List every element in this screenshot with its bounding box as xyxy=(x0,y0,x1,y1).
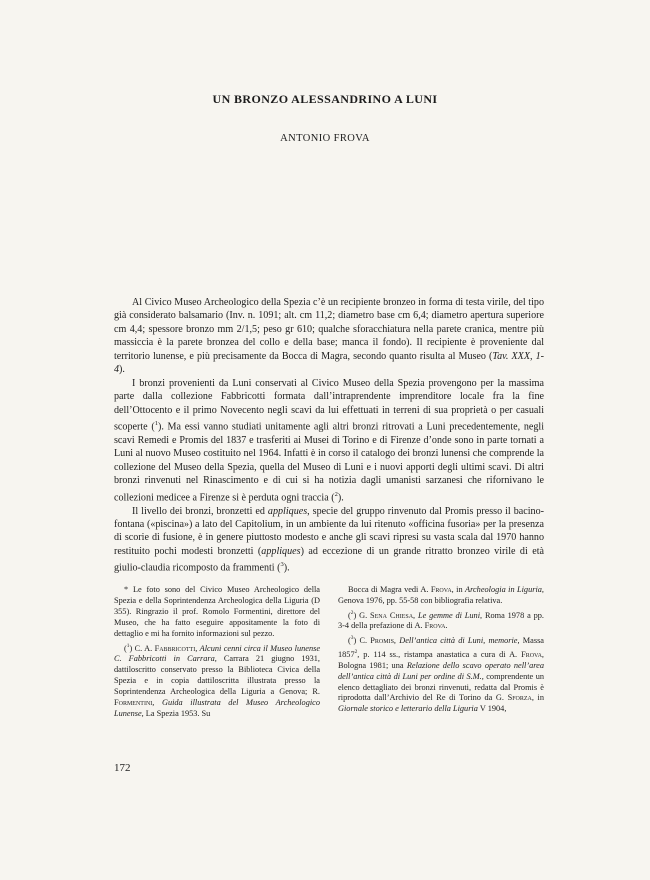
italic-text: Relazione dello scavo operato nell’area dell’antica città di Luni per ordine di S.M. xyxy=(338,660,544,681)
footnote: ($^1$) C. A. Fabbricotti, Alcuni cenni circa il Museo lunense C. Fabbricotti in Carrara, Carrara 21 giugno 1931, dattiloscritto conservato presso la Biblioteca Civica della Spezia e in copia dattiloscritta illustrata presso la Soprintendenza Archeologica della Liguria a Genova; R. Formentini, Guida illustrata del Museo Archeologico Lunense, La Spezia 1953. Su xyxy=(114,642,321,718)
author-name: Frova xyxy=(430,585,452,594)
author-name: Sforza xyxy=(507,693,532,703)
italic-text: Tav. XXX, 1-4 xyxy=(114,350,545,376)
author-name: Frova xyxy=(424,621,446,631)
article-title: UN BRONZO ALESSANDRINO A LUNI xyxy=(212,92,438,106)
italic-text: appliques xyxy=(261,545,301,557)
note-reference: 1 xyxy=(154,420,158,428)
italic-text: Archeologia in Liguria xyxy=(465,585,542,594)
author-name: Promis xyxy=(370,636,394,646)
author-name: Formentini xyxy=(114,697,153,707)
italic-text: Giornale storico e letterario della Liguria xyxy=(338,704,478,714)
body-paragraph: Al Civico Museo Archeologico della Spezia c’è un recipiente bronzeo in forma di testa virile, del tipo già considerato balsamario (Inv. n. 1091; alt. cm 11,2; diametro base cm 6,4; diametro apertura superiore cm 4,4; spessore bronzo mm 2/1,5; peso gr 610; qualche sforacchiatura nella parete cranica, mentre più massiccia è la parete bronzea del collo e della base; manca il fondo). Il recipiente è proveniente dal territorio lunense, e più precisamente da Bocca di Magra, secondo quanto risulta al Museo (Tav. XXX, 1-4). xyxy=(114,297,545,376)
footnote: * Le foto sono del Civico Museo Archeologico della Spezia e della Soprintendenza Archeologica della Liguria (D 355). Ringrazio il prof. Romolo Formentini, direttore del Museo, che ha fatto eseguire appositamente la foto di dettaglio e mi ha fornito informazioni sul pezzo. xyxy=(114,585,320,638)
footnote: Bocca di Magra vedi A. Frova, in Archeologia in Liguria, Genova 1976, pp. 55-58 con bibliografia relativa. xyxy=(338,585,544,605)
article-body xyxy=(114,296,544,575)
body-paragraph: Il livello dei bronzi, bronzetti ed appliques, specie del gruppo rinvenuto dal Promis presso il bacino-fontana («piscina») a lato del Capitolium, in un ambiente da lui ritenuto «officina fusoria» per la presenza di scorie di fusione, è in genere piuttosto modesto e anche gli scavi ripresi su vasta scala dal 1970 hanno restituito pochi modesti bronzetti (appliques) ad eccezione di un grande ritratto bronzeo virile di età giulio-claudia ricomposto da frammenti ($^3$). xyxy=(114,505,544,574)
italic-text: Dell’antica città di Luni, memorie xyxy=(399,636,518,646)
note-reference: 2 xyxy=(334,490,338,498)
note-reference: 3 xyxy=(280,561,284,569)
footnote: ($^3$) C. Promis, Dell’antica città di Luni, memorie, Massa 1857$^2$, p. 114 ss., ristampa anastatica a cura di A. Frova, Bologna 1981; una Relazione dello scavo operato nell’area dell’antica città di Luni per ordine di S.M., comprendente un elenco dettagliato dei bronzi rinvenuti, redatta dal Promis è riprodotta dall’Archivio del Re di Torino da G. Sforza, in Giornale storico e letterario della Liguria V 1904, xyxy=(338,635,544,714)
body-paragraph: I bronzi provenienti da Luni conservati al Civico Museo della Spezia provengono per la massima parte dalla collezione Fabbricotti formata dall’intraprendente imprenditore locale fra la fine dell’Ottocento e il primo Novecento negli scavi da lui effettuati in terreni di sua proprietà o per casuali scoperte ($^1$). Ma essi vanno studiati unitamente agli altri bronzi ritrovati a Luni precedentemente, negli scavi Remedi e Promis del 1837 e trasferiti ai Musei di Torino e di Firenze d’onde sono in parte tornati a Luni al nuovo Museo costituito nel 1964. Infatti è in corso il catalogo dei bronzi lunensi che comprende la collezione del Museo della Spezia, quella del Museo di Luni e i nuovi apporti degli ultimi scavi. Di altri bronzi rinvenuti nel Rinascimento e di cui si ha notizia dagli umanisti sarzanesi che rifornivano le collezioni medicee a Firenze si è perduta ogni traccia ($^2$). xyxy=(114,377,545,504)
note-reference: 1 xyxy=(126,642,130,649)
article-author: ANTONIO FROVA xyxy=(280,133,370,144)
note-reference: 2 xyxy=(354,649,358,656)
italic-text: Guida illustrata del Museo Archeologico Lunense xyxy=(114,697,320,718)
author-name: Fabbricotti xyxy=(154,643,196,653)
author-name: Sena Chiesa xyxy=(370,610,414,620)
italic-text: Alcuni cenni circa il Museo lunense C. Fabbricotti in Carrara xyxy=(114,643,321,664)
italic-text: Le gemme di Luni xyxy=(417,610,481,620)
italic-text: appliques xyxy=(267,505,308,517)
footnotes-right-column xyxy=(338,585,544,721)
footnotes xyxy=(114,585,544,721)
note-reference: 3 xyxy=(350,635,354,642)
footnote: ($^2$) G. Sena Chiesa, Le gemme di Luni, Roma 1978 a pp. 3-4 della prefazione di A. Frova. xyxy=(338,609,544,631)
author-name: Frova xyxy=(521,649,542,659)
footnotes-left-column xyxy=(114,585,320,721)
note-reference: 2 xyxy=(350,609,354,616)
page-number: 172 xyxy=(114,762,131,774)
